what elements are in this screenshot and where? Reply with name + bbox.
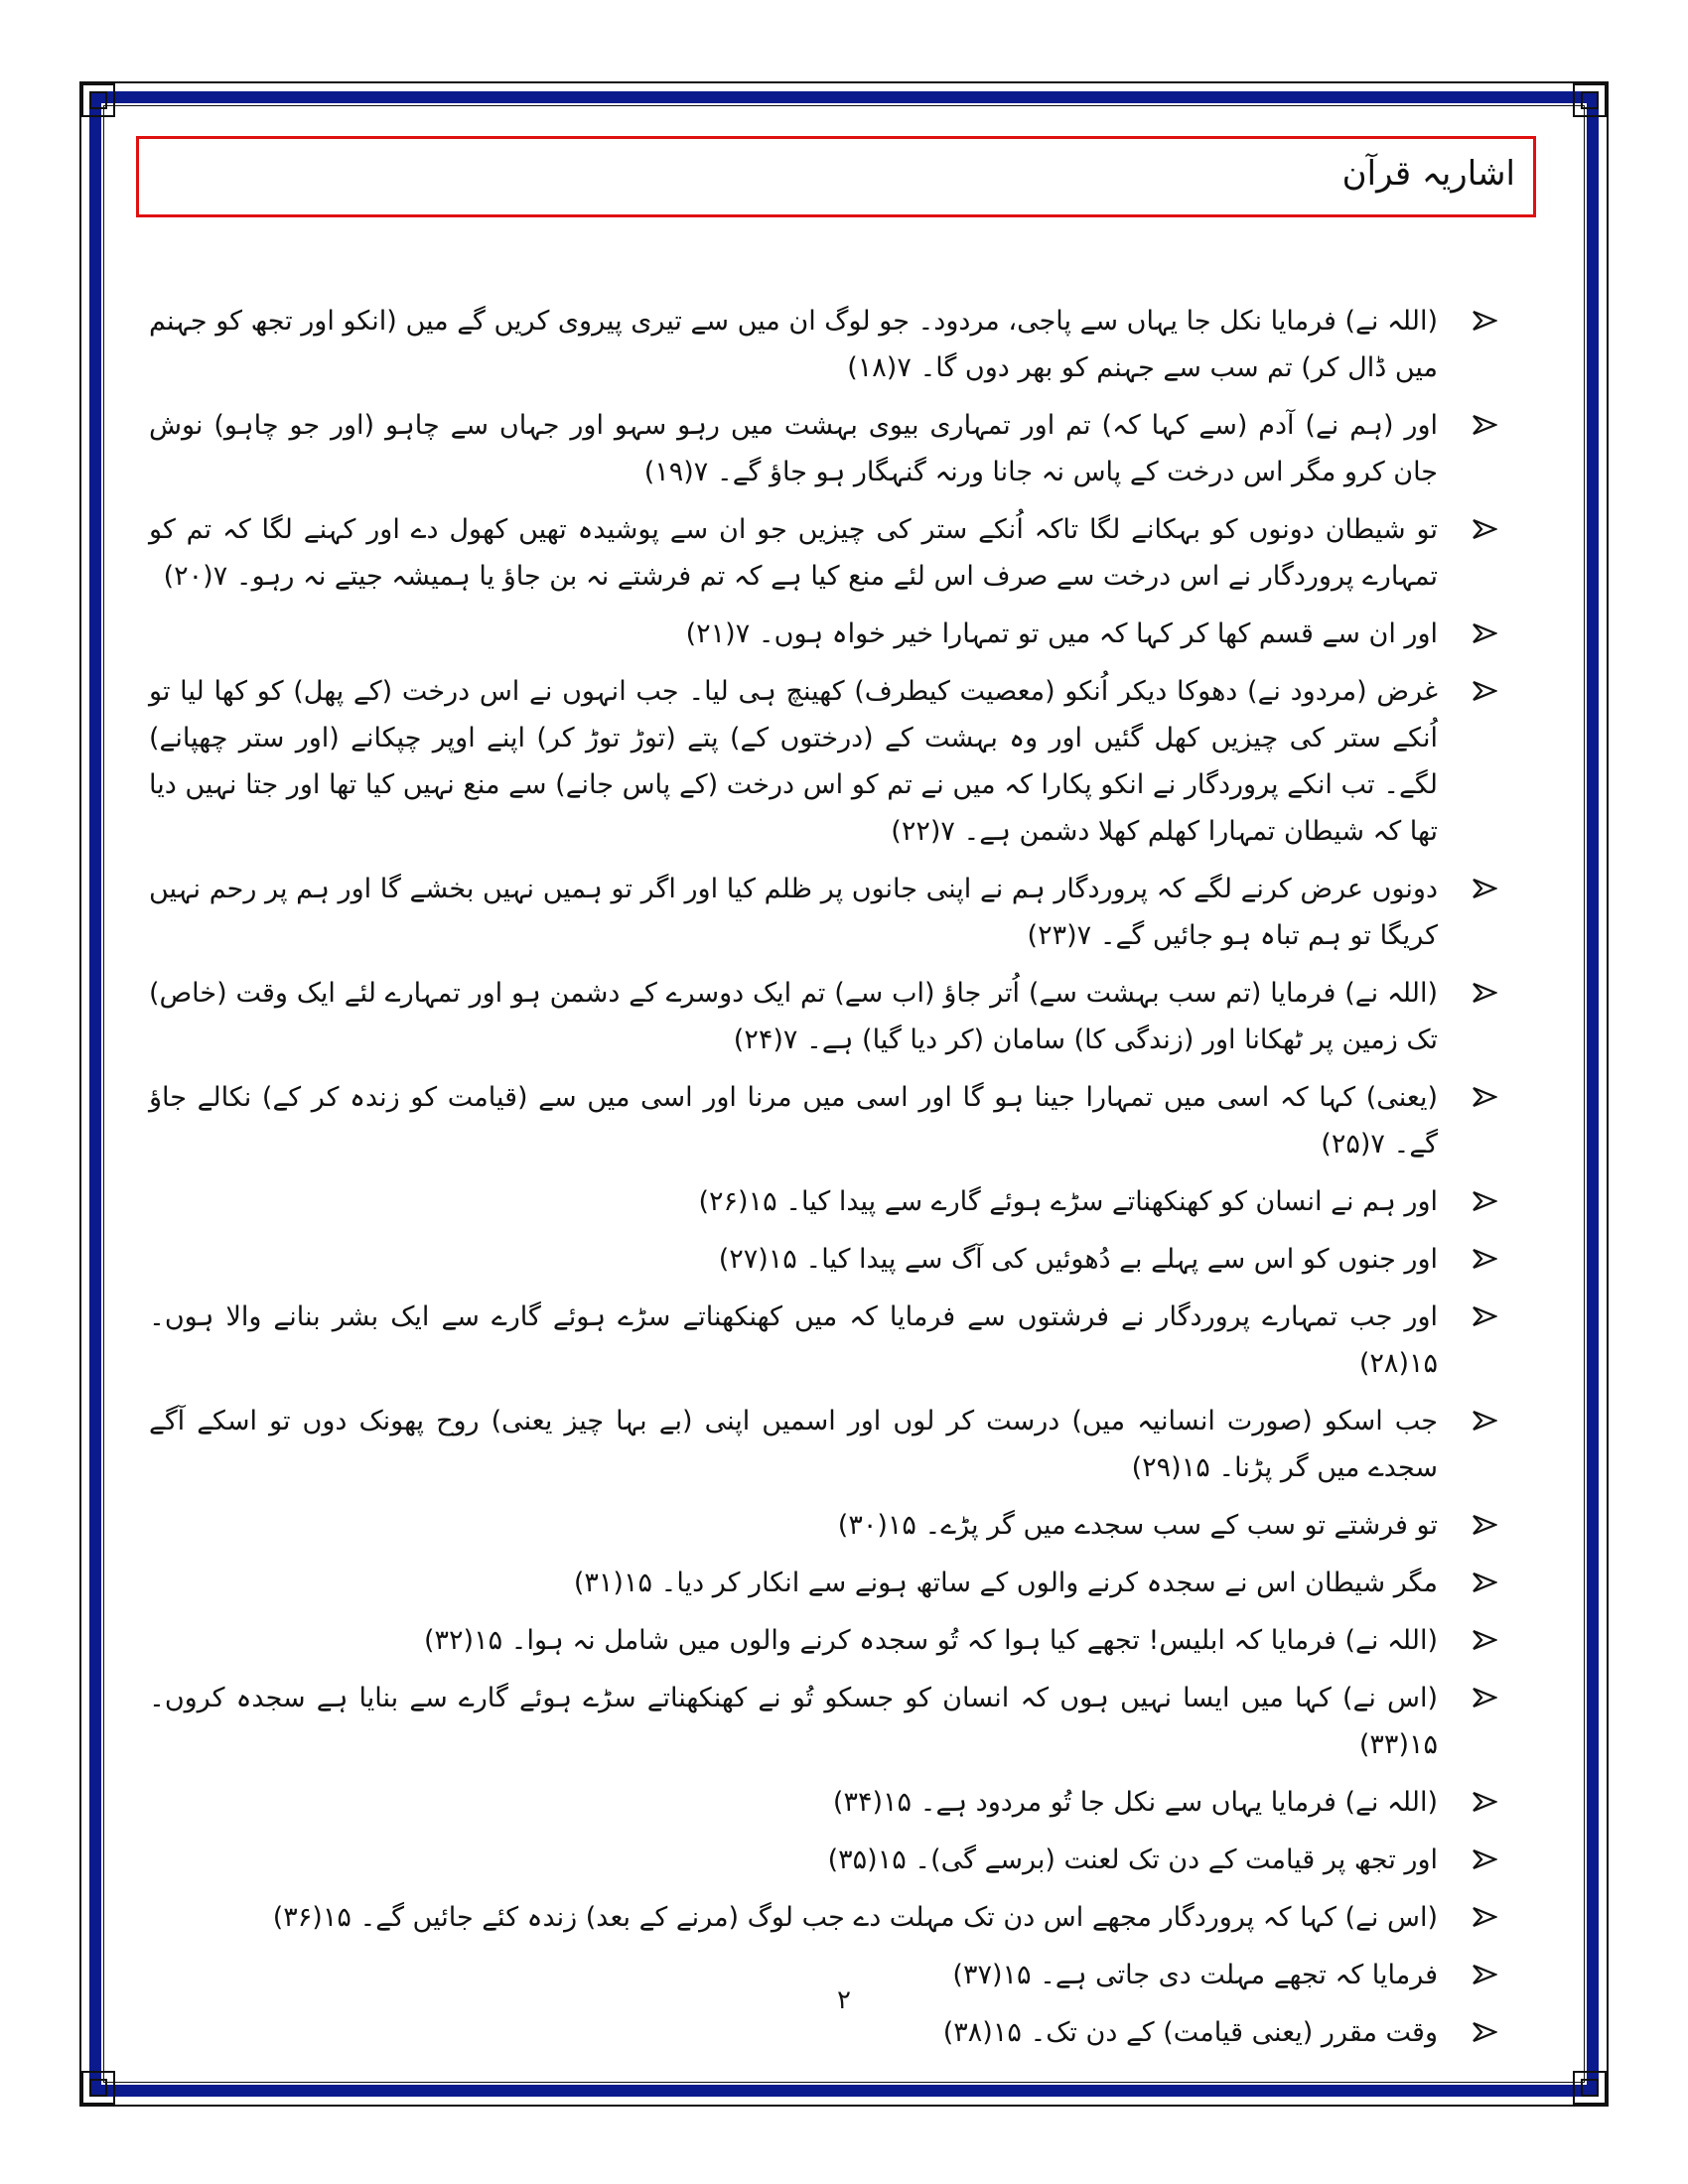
arrowhead-bullet-icon xyxy=(1472,878,1497,899)
arrowhead-bullet-icon xyxy=(1472,310,1497,332)
entry-text: غرض (مردود نے) دھوکا دیکر اُنکو (معصیت کیطرف) کھینچ ہی لیا۔ جب انہوں نے اس درخت (کے پھل) کو کھا لیا تو اُنکے ستر کی چیزیں کھل گئیں اور وہ بہشت کے (درختوں کے) پتے (توڑ توڑ کر) اپنے اوپر چپکانے (اور ستر چھپانے) لگے۔ تب انکے پروردگار نے انکو پکارا کہ میں نے تم کو اس درخت (کے پاس جانے) سے منع نہیں کیا تھا اور جتا نہیں دیا تھا کہ شیطان تمہارا کھلم کھلا دشمن ہے۔ ۷(۲۲) xyxy=(149,676,1438,847)
arrowhead-bullet-icon xyxy=(1472,1791,1497,1813)
entry-text: (اس نے) کہا میں ایسا نہیں ہوں کہ انسان کو جسکو تُو نے کھنکھناتے سڑے ہوئے گارے سے بنایا ہے سجدہ کروں۔ ۱۵(۳۳) xyxy=(149,1683,1438,1760)
arrowhead-bullet-icon xyxy=(1472,1086,1497,1108)
list-item xyxy=(149,1560,1499,1606)
list-item xyxy=(149,2009,1499,2056)
entry-text: اور جب تمہارے پروردگار نے فرشتوں سے فرمایا کہ میں کھنکھناتے سڑے ہوئے گارے سے ایک بشر بنانے والا ہوں۔ ۱۵(۲۸) xyxy=(149,1301,1438,1379)
arrowhead-bullet-icon xyxy=(1472,1305,1497,1327)
entry-text: اور (ہم نے) آدم (سے کہا کہ) تم اور تمہاری بیوی بہشت میں رہو سہو اور جہاں سے چاہو (اور جو چاہو) نوش جان کرو مگر اس درخت کے پاس نہ جانا ورنہ گنہگار ہو جاؤ گے۔ ۷(۱۹) xyxy=(149,410,1438,487)
page-title: اشاریہ قرآن xyxy=(1341,154,1515,194)
arrowhead-bullet-icon xyxy=(1472,1190,1497,1212)
list-item xyxy=(149,506,1499,600)
arrowhead-bullet-icon xyxy=(1472,414,1497,436)
list-item xyxy=(149,1837,1499,1883)
title-box xyxy=(136,136,1536,217)
entry-text: دونوں عرض کرنے لگے کہ پروردگار ہم نے اپنی جانوں پر ظلم کیا اور اگر تو ہمیں نہیں بخشے گا اور ہم پر رحم نہیں کریگا تو ہم تباہ ہو جائیں گے۔ ۷(۲۳) xyxy=(149,874,1438,951)
entry-text: اور ان سے قسم کھا کر کہا کہ میں تو تمہارا خیر خواہ ہوں۔ ۷(۲۱) xyxy=(685,618,1438,649)
arrowhead-bullet-icon xyxy=(1472,2021,1497,2043)
list-item xyxy=(149,1894,1499,1941)
entry-text: مگر شیطان اس نے سجدہ کرنے والوں کے ساتھ ہونے سے انکار کر دیا۔ ۱۵(۳۱) xyxy=(573,1568,1438,1598)
entry-text: تو فرشتے تو سب کے سب سجدے میں گر پڑے۔ ۱۵(۳۰) xyxy=(837,1510,1438,1541)
arrowhead-bullet-icon xyxy=(1472,1964,1497,1985)
arrowhead-bullet-icon xyxy=(1472,1906,1497,1928)
entry-text: (اللہ نے) فرمایا (تم سب بہشت سے) اُتر جاؤ (اب سے) تم ایک دوسرے کے دشمن ہو اور تمہارے لئے ایک وقت (خاص) تک زمین پر ٹھکانا اور (زندگی کا) سامان (کر دیا گیا) ہے۔ ۷(۲۴) xyxy=(149,978,1438,1055)
list-item xyxy=(149,402,1499,495)
arrowhead-bullet-icon xyxy=(1472,622,1497,644)
entry-text: تو شیطان دونوں کو بہکانے لگا تاکہ اُنکے ستر کی چیزیں جو ان سے پوشیدہ تھیں کھول دے اور کہنے لگا کہ تم کو تمہارے پروردگار نے اس درخت سے صرف اس لئے منع کیا ہے کہ تم فرشتے نہ بن جاؤ یا ہمیشہ جیتے نہ رہو۔ ۷(۲۰) xyxy=(149,514,1438,592)
entry-text: فرمایا کہ تجھے مہلت دی جاتی ہے۔ ۱۵(۳۷) xyxy=(952,1960,1438,1990)
arrowhead-bullet-icon xyxy=(1472,1410,1497,1432)
list-item xyxy=(149,1502,1499,1549)
entry-text: اور ہم نے انسان کو کھنکھناتے سڑے ہوئے گارے سے پیدا کیا۔ ۱۵(۲۶) xyxy=(698,1186,1438,1217)
list-item xyxy=(149,1178,1499,1225)
list-item xyxy=(149,1779,1499,1826)
arrowhead-bullet-icon xyxy=(1472,1514,1497,1536)
entry-list xyxy=(149,298,1499,2067)
arrowhead-bullet-icon xyxy=(1472,518,1497,540)
corner-ornament-icon xyxy=(81,83,115,117)
list-item xyxy=(149,611,1499,657)
list-item xyxy=(149,970,1499,1063)
list-item xyxy=(149,298,1499,391)
corner-ornament-icon xyxy=(1573,2071,1607,2105)
arrowhead-bullet-icon xyxy=(1472,1571,1497,1593)
arrowhead-bullet-icon xyxy=(1472,1848,1497,1870)
page-number: ۲ xyxy=(837,1985,851,2015)
list-item xyxy=(149,1675,1499,1768)
list-item xyxy=(149,1074,1499,1167)
entry-text: (اللہ نے) فرمایا نکل جا یہاں سے پاجی، مردود۔ جو لوگ ان میں سے تیری پیروی کریں گے میں (انکو اور تجھ کو جہنم میں ڈال کر) تم سب سے جہنم کو بھر دوں گا۔ ۷(۱۸) xyxy=(149,306,1438,383)
corner-ornament-icon xyxy=(81,2071,115,2105)
arrowhead-bullet-icon xyxy=(1472,1629,1497,1651)
list-item xyxy=(149,866,1499,959)
arrowhead-bullet-icon xyxy=(1472,1248,1497,1270)
entry-text: (اللہ نے) فرمایا کہ ابلیس! تجھے کیا ہوا کہ تُو سجدہ کرنے والوں میں شامل نہ ہوا۔ ۱۵(۳۲) xyxy=(423,1625,1438,1656)
entry-text: (اس نے) کہا کہ پروردگار مجھے اس دن تک مہلت دے جب لوگ (مرنے کے بعد) زندہ کئے جائیں گے۔ ۱۵(۳۶) xyxy=(272,1902,1438,1933)
entry-text: (یعنی) کہا کہ اسی میں تمہارا جینا ہو گا اور اسی میں مرنا اور اسی میں سے (قیامت کو زندہ کر کے) نکالے جاؤ گے۔ ۷(۲۵) xyxy=(149,1082,1438,1160)
arrowhead-bullet-icon xyxy=(1472,1687,1497,1708)
entry-text: (اللہ نے) فرمایا یہاں سے نکل جا تُو مردود ہے۔ ۱۵(۳۴) xyxy=(832,1787,1438,1818)
list-item xyxy=(149,1236,1499,1283)
corner-ornament-icon xyxy=(1573,83,1607,117)
entry-text: جب اسکو (صورت انسانیہ میں) درست کر لوں اور اسمیں اپنی (بے بہا چیز یعنی) روح پھونک دوں تو اسکے آگے سجدے میں گر پڑنا۔ ۱۵(۲۹) xyxy=(149,1406,1438,1483)
entry-text: وقت مقرر (یعنی قیامت) کے دن تک۔ ۱۵(۳۸) xyxy=(942,2017,1438,2048)
list-item xyxy=(149,1294,1499,1387)
list-item xyxy=(149,1398,1499,1491)
entry-text: اور جنوں کو اس سے پہلے بے دُھوئیں کی آگ سے پیدا کیا۔ ۱۵(۲۷) xyxy=(718,1244,1438,1275)
arrowhead-bullet-icon xyxy=(1472,680,1497,702)
arrowhead-bullet-icon xyxy=(1472,982,1497,1004)
entry-text: اور تجھ پر قیامت کے دن تک لعنت (برسے گی)۔ ۱۵(۳۵) xyxy=(827,1844,1438,1875)
list-item xyxy=(149,1617,1499,1664)
list-item xyxy=(149,668,1499,855)
